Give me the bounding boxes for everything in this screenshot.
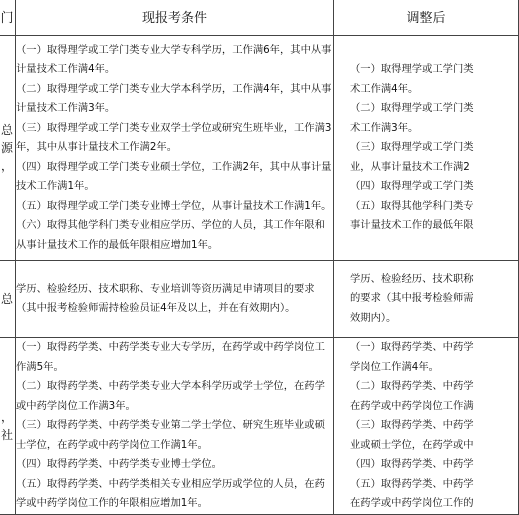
adjusted-line: （五）取得药学类、中药学 (350, 477, 474, 490)
adjusted-conditions-cell (334, 36, 519, 261)
condition-paragraph: （三）取得药学类、中药学类专业第二学士学位、研究生班毕业或硕士学位，在药学或中药学岗位工作满1年。 (16, 419, 325, 451)
adjusted-line: 学岗位工作满4年。 (350, 360, 439, 373)
adjusted-conditions-cell (334, 261, 519, 338)
condition-paragraph: （五）取得理学或工学门类专业博士学位，从事计量技术工作满1年。 (16, 199, 332, 212)
condition-paragraph: （四）取得药学类、中药学类专业博士学位。 (16, 458, 222, 470)
row-label-fragment: ， (0, 409, 13, 424)
adjusted-line: （二）取得理学或工学门类 (350, 102, 474, 115)
table-header-row (0, 0, 519, 36)
condition-paragraph: （三）取得理学或工学门类专业双学士学位或研究生班毕业，工作满3年，其中从事计量技术工作满2年。 (16, 121, 332, 154)
current-conditions-cell (16, 36, 334, 261)
table-row (0, 261, 519, 338)
adjusted-line: （一）取得药学类、中药学 (350, 341, 474, 353)
condition-paragraph: （六）取得其他学科门类专业相应学历、学位的人员，其工作年限和从事计量技术工作的最低年限相应增加1年。 (16, 219, 325, 251)
adjusted-line: （二）取得药学类、中药学 (350, 380, 474, 392)
condition-paragraph: （二）取得药学类、中药学类专业大学本科学历或学士学位，在药学或中药学岗位工作满3年。 (16, 380, 325, 412)
table-row (0, 36, 519, 261)
header-adjusted-conditions: 调整后 (334, 0, 519, 36)
adjusted-line: 效期内）。 (350, 311, 397, 324)
row-label-fragment: ， (0, 159, 13, 173)
adjusted-line: 在药学或中药学岗位工作满 (350, 399, 474, 412)
adjusted-line: （四）取得药学类、中药学 (350, 458, 474, 470)
adjusted-line: 在药学或中药学岗位工作的 (350, 497, 474, 509)
current-conditions-cell (16, 338, 334, 515)
row-label-cell (0, 261, 16, 338)
adjusted-line: 业，从事计量技术工作满2 (350, 160, 470, 173)
header-current-conditions: 现报考条件 (16, 0, 334, 36)
adjusted-line: 术工作满4年。 (350, 82, 419, 95)
row-label-cell (0, 338, 16, 515)
row-label-fragment: 社 (0, 427, 13, 442)
adjusted-line: 术工作满3年。 (350, 121, 419, 134)
row-label-cell (0, 36, 16, 261)
current-conditions-cell (16, 261, 334, 338)
row-label-fragment: 总 (0, 123, 13, 137)
adjusted-line: 业或硕士学位，在药学或中 (350, 438, 474, 451)
adjusted-line: 事计量技术工作的最低年限 (350, 219, 474, 232)
condition-paragraph: （五）取得药学类、中药学类相关专业相应学历或学位的人员，在药学或中药学岗位工作的年限相应增加1年。 (16, 477, 325, 509)
adjusted-line: （五）取得其他学科门类专 (350, 199, 474, 212)
adjusted-line: （三）取得药学类、中药学 (350, 419, 474, 431)
adjusted-line: （三）取得理学或工学门类 (350, 141, 474, 154)
adjusted-line: 的要求（其中报考检验师需 (350, 292, 474, 305)
adjusted-line: （四）取得理学或工学门类 (350, 180, 474, 193)
condition-paragraph: 学历、检验经历、技术职称、专业培训等资历满足申请项目的要求（其中报考检验师需持检验员证4年及以上，并在有效期内）。 (16, 282, 315, 314)
condition-paragraph: （二）取得理学或工学门类专业大学本科学历，工作满4年，其中从事计量技术工作满3年。 (16, 82, 332, 115)
adjusted-conditions-cell (334, 338, 519, 515)
condition-paragraph: （一）取得理学或工学门类专业大学专科学历，工作满6年，其中从事计量技术工作满4年。 (16, 43, 332, 76)
row-label-fragment: 源 (0, 141, 13, 155)
header-left-column: 门 (0, 0, 16, 36)
adjusted-line: 学历、检验经历、技术职称 (350, 272, 474, 285)
adjusted-line: （一）取得理学或工学门类 (350, 63, 474, 76)
condition-paragraph: （一）取得药学类、中药学类专业大专学历，在药学或中药学岗位工作满5年。 (16, 341, 325, 373)
row-label-fragment: 总 (0, 292, 13, 306)
condition-paragraph: （四）取得理学或工学门类专业硕士学位，工作满2年，其中从事计量技术工作满1年。 (16, 160, 332, 193)
table-row (0, 338, 519, 515)
